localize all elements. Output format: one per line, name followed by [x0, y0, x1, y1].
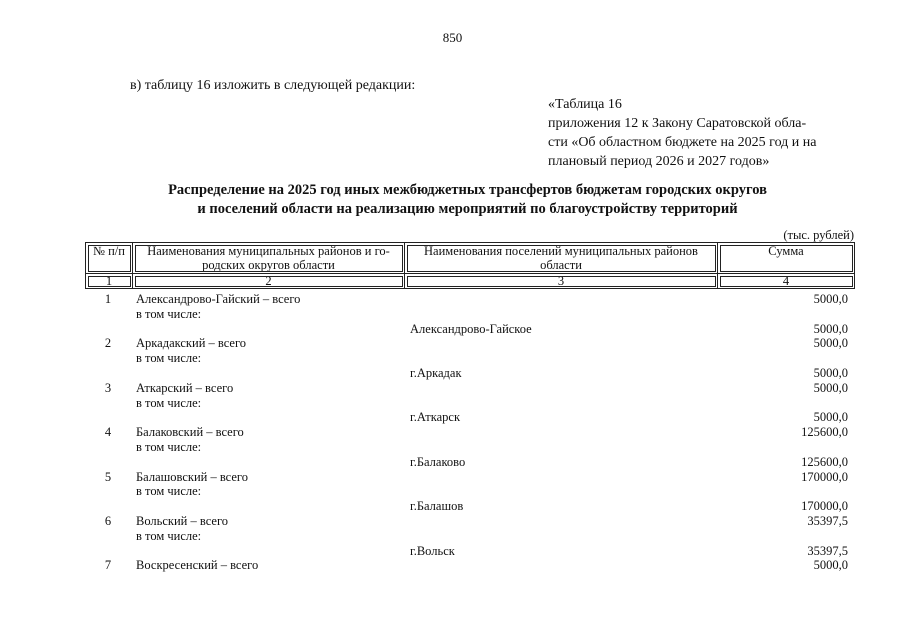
- row-number: 2: [104, 336, 112, 351]
- column-number: 4: [718, 274, 855, 289]
- heading-line: и поселений области на реализацию мероприятий по благоустройству территорий: [197, 201, 738, 217]
- table-row: [0, 307, 905, 322]
- column-number: 1: [86, 274, 133, 289]
- table-row: [0, 529, 905, 544]
- page-number: 850: [442, 30, 463, 45]
- settlement-name: Александрово-Гайское: [410, 321, 532, 336]
- column-number: 3: [405, 274, 718, 289]
- table-row: [0, 440, 905, 455]
- row-number: 7: [104, 558, 112, 573]
- table-body: [0, 292, 905, 573]
- units-label: (тыс. рублей): [783, 228, 854, 242]
- row-number: 6: [104, 513, 112, 528]
- region-name: в том числе:: [136, 484, 202, 499]
- table-row: [0, 322, 905, 337]
- caption-line: сти «Об областном бюджете на 2025 год и на: [548, 135, 817, 150]
- region-name: Вольский – всего: [136, 513, 229, 528]
- instruction-text: в) таблицу 16 изложить в следующей редакции:: [130, 78, 416, 93]
- row-number: 4: [104, 425, 112, 440]
- region-name: Воскресенский – всего: [136, 558, 259, 573]
- region-name: в том числе:: [136, 439, 202, 454]
- row-number: 5: [104, 469, 112, 484]
- settlement-name: г.Аркадак: [410, 365, 462, 380]
- table-row: [0, 381, 905, 396]
- header-col-region: Наименования муниципальных районов и го-родских округов области: [133, 243, 405, 274]
- region-name: в том числе:: [136, 351, 202, 366]
- table-row: [0, 410, 905, 425]
- caption-line: плановый период 2026 и 2027 годов»: [548, 154, 770, 169]
- table-row: [0, 514, 905, 529]
- settlement-name: г.Балаково: [410, 454, 466, 469]
- region-name: Аркадакский – всего: [136, 336, 247, 351]
- column-number: 2: [133, 274, 405, 289]
- sum-value: 5000,0: [813, 365, 848, 380]
- region-name: в том числе:: [136, 528, 202, 543]
- sum-value: 5000,0: [813, 336, 848, 351]
- settlement-name: г.Балашов: [410, 499, 464, 514]
- settlement-name: г.Аткарск: [410, 410, 461, 425]
- sum-value: 5000,0: [813, 380, 848, 395]
- table-row: [0, 396, 905, 411]
- region-name: Балашовский – всего: [136, 469, 248, 484]
- region-name: Александрово-Гайский – всего: [136, 292, 301, 306]
- region-name: в том числе:: [136, 395, 202, 410]
- table-header: [85, 242, 855, 289]
- header-col-settlement: Наименования поселений муниципальных районов области: [405, 243, 718, 274]
- column-numbers-row: [86, 274, 855, 289]
- region-name: Аткарский – всего: [136, 380, 234, 395]
- table-row: [0, 336, 905, 351]
- table-row: [0, 470, 905, 485]
- table-heading: [0, 181, 905, 219]
- header-col-number: № п/п: [86, 243, 133, 274]
- caption-line: приложения 12 к Закону Саратовской обла-: [548, 116, 807, 131]
- heading-line: Распределение на 2025 год иных межбюджетных трансфертов бюджетам городских округов: [168, 182, 767, 198]
- table-row: [0, 558, 905, 573]
- sum-value: 35397,5: [807, 543, 848, 558]
- sum-value: 170000,0: [801, 499, 848, 514]
- table-row: [0, 455, 905, 470]
- sum-value: 5000,0: [813, 321, 848, 336]
- sum-value: 5000,0: [813, 558, 848, 573]
- row-number: 1: [104, 292, 112, 306]
- region-name: в том числе:: [136, 306, 202, 321]
- settlement-name: г.Вольск: [410, 543, 455, 558]
- sum-value: 5000,0: [813, 410, 848, 425]
- region-name: Балаковский – всего: [136, 425, 244, 440]
- sum-value: 125600,0: [801, 454, 848, 469]
- table-row: [0, 292, 905, 307]
- table-row: [0, 484, 905, 499]
- table-row: [0, 499, 905, 514]
- sum-value: 5000,0: [813, 292, 848, 306]
- sum-value: 170000,0: [801, 469, 848, 484]
- table-caption: [548, 95, 845, 171]
- header-col-sum: Сумма: [718, 243, 855, 274]
- table-row: [0, 544, 905, 559]
- table-row: [0, 351, 905, 366]
- table-row: [0, 366, 905, 381]
- sum-value: 125600,0: [801, 425, 848, 440]
- caption-line: «Таблица 16: [548, 97, 622, 112]
- sum-value: 35397,5: [807, 513, 848, 528]
- row-number: 3: [104, 380, 112, 395]
- header-row: [86, 243, 855, 274]
- table-row: [0, 425, 905, 440]
